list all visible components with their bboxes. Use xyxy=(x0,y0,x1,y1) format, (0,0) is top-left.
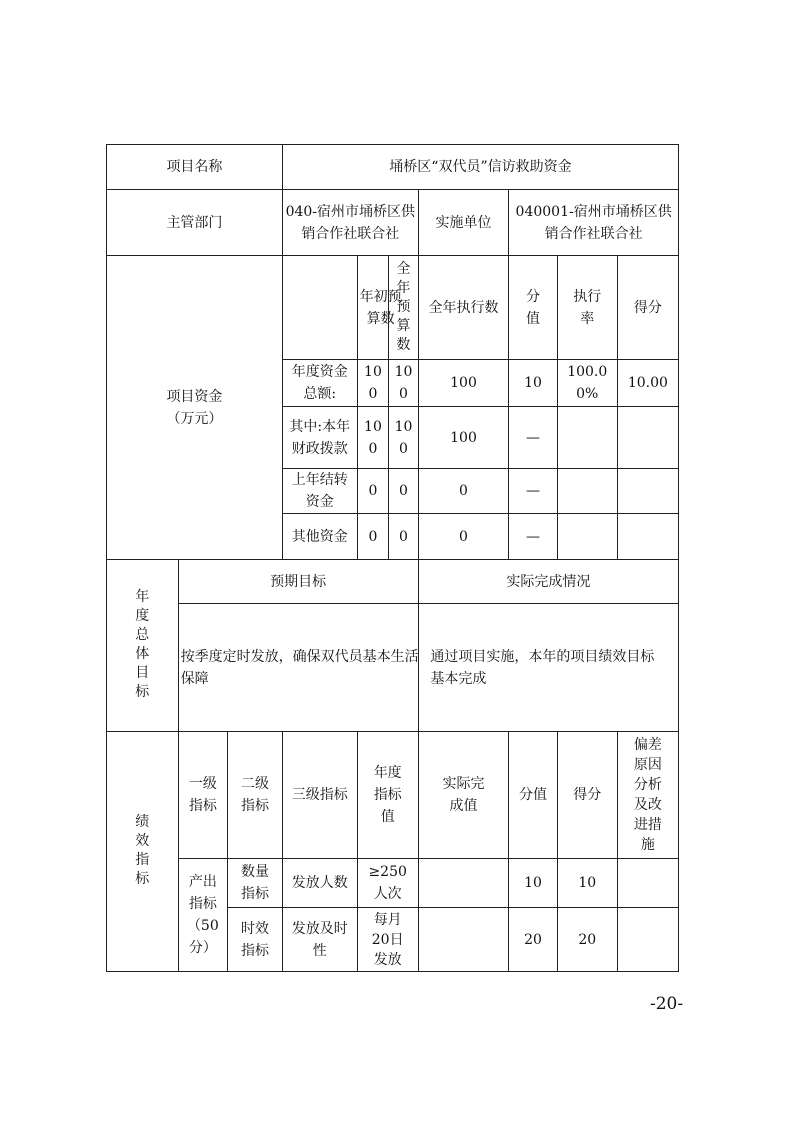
fund-row-full: 100 xyxy=(389,360,418,407)
perf-header-actual-value-text: 实际完成值 xyxy=(442,776,485,814)
annual-goal-label xyxy=(107,560,179,732)
fund-row-exec-rate xyxy=(557,407,617,469)
perf-row-level2 xyxy=(228,908,283,972)
perf-header-deviation xyxy=(617,732,678,859)
fund-row-score xyxy=(617,407,678,469)
annual-goal-label-text: 年度总体目标 xyxy=(135,589,150,700)
perf-row-score-value: 10 xyxy=(509,859,557,908)
perf-row-annual-value-text: 每月20日发放 xyxy=(371,911,404,968)
perf-header-level2 xyxy=(228,732,283,859)
actual-completion-text-content: 通过项目实施，本年的项目绩效目标基本完成 xyxy=(430,648,655,687)
perf-row-annual-value xyxy=(357,859,418,908)
expected-goal-text xyxy=(178,604,418,732)
fund-row-initial: 0 xyxy=(357,514,389,560)
impl-label: 实施单位 xyxy=(418,190,509,256)
fund-row-score-value: 10 xyxy=(509,360,557,407)
fund-row-executed: 0 xyxy=(418,514,509,560)
perf-row-level3: 发放及时性 xyxy=(282,908,357,972)
perf-header-level1-text: 一级指标 xyxy=(188,776,217,814)
fund-header-exec-rate xyxy=(557,256,617,360)
impl-value: 040001-宿州市埇桥区供销合作社联合社 xyxy=(509,190,679,256)
perf-header-score: 得分 xyxy=(557,732,617,859)
perf-header-score-value: 分值 xyxy=(509,732,557,859)
perf-label-text: 绩效指标 xyxy=(135,814,150,887)
perf-row-annual-value-text: ≥250人次 xyxy=(368,864,407,902)
fund-header-executed xyxy=(418,256,509,360)
project-name-label: 项目名称 xyxy=(107,145,283,190)
fund-header-initial xyxy=(357,256,402,360)
perf-row-deviation xyxy=(617,859,678,908)
fund-header-score: 得分 xyxy=(617,256,678,360)
perf-row-deviation xyxy=(617,908,678,972)
perf-level1 xyxy=(178,859,228,972)
fund-row-score xyxy=(617,469,678,514)
fund-header-score-value xyxy=(509,256,557,360)
fund-row-exec-rate xyxy=(557,469,617,514)
fund-row-executed: 100 xyxy=(418,407,509,469)
expected-goal-text-content: 按季度定时发放，确保双代员基本生活保障 xyxy=(180,648,419,687)
funds-label-text: 项目资金（万元） xyxy=(166,388,223,427)
perf-row-level2-text: 时效指标 xyxy=(241,920,269,959)
fund-row-initial: 0 xyxy=(357,469,389,514)
perf-header-annual-value-text: 年度指标值 xyxy=(373,765,402,825)
fund-row-label: 其他资金 xyxy=(282,514,357,560)
perf-row-score-value: 20 xyxy=(509,908,557,972)
fund-row-label: 年度资金总额: xyxy=(282,360,357,407)
perf-header-annual-value xyxy=(357,732,418,859)
fund-row-label: 上年结转资金 xyxy=(282,469,357,514)
fund-row-score: 10.00 xyxy=(617,360,678,407)
project-name-value: 埇桥区“双代员”信访救助资金 xyxy=(282,145,678,190)
perf-header-level2-text: 二级指标 xyxy=(241,776,269,814)
fund-row-exec-rate xyxy=(557,514,617,560)
fund-row-full: 100 xyxy=(389,407,418,469)
perf-row-score: 20 xyxy=(557,908,617,972)
perf-row-level2 xyxy=(228,859,283,908)
perf-row-level3: 发放人数 xyxy=(282,859,357,908)
perf-row-annual-value xyxy=(357,908,418,972)
perf-row-level2-text: 数量指标 xyxy=(241,864,269,902)
fund-row-exec-rate: 100.00% xyxy=(557,360,617,407)
dept-label: 主管部门 xyxy=(107,190,283,256)
fund-row-score-value: — xyxy=(509,469,557,514)
fund-row-executed: 100 xyxy=(418,360,509,407)
fund-row-score-value: — xyxy=(509,514,557,560)
actual-completion-text xyxy=(418,604,678,732)
fund-row-full: 0 xyxy=(389,514,418,560)
perf-row-score: 10 xyxy=(557,859,617,908)
fund-header-blank xyxy=(282,256,357,360)
perf-label xyxy=(107,732,179,972)
fund-header-score-value-text: 分值 xyxy=(526,288,541,327)
fund-row-score-value: — xyxy=(509,407,557,469)
fund-header-initial-text: 年初预算数 xyxy=(359,288,402,327)
fund-header-full-text: 全年预算数 xyxy=(396,260,411,353)
perf-header-level3: 三级指标 xyxy=(282,732,357,859)
fund-row-full: 0 xyxy=(389,469,418,514)
funds-label xyxy=(107,256,283,560)
fund-header-exec-rate-text: 执行率 xyxy=(573,288,602,327)
fund-row-score xyxy=(617,514,678,560)
fund-row-label: 其中:本年财政拨款 xyxy=(282,407,357,469)
fund-row-executed: 0 xyxy=(418,469,509,514)
fund-row-initial: 100 xyxy=(357,360,389,407)
perf-row-actual-value xyxy=(418,908,509,972)
perf-row-actual-value xyxy=(418,859,509,908)
fund-header-executed-text: 全年执行数 xyxy=(428,299,499,316)
page-number: -20- xyxy=(650,994,684,1014)
dept-value: 040-宿州市埇桥区供销合作社联合社 xyxy=(282,190,418,256)
fund-row-initial: 100 xyxy=(357,407,389,469)
perf-header-deviation-text: 偏差原因分析及改进措施 xyxy=(633,737,662,853)
perf-header-level1 xyxy=(178,732,228,859)
expected-goal-header: 预期目标 xyxy=(178,560,418,604)
actual-completion-header: 实际完成情况 xyxy=(418,560,678,604)
perf-header-actual-value xyxy=(418,732,509,859)
performance-table xyxy=(106,144,679,972)
perf-level1-text: 产出指标（50分） xyxy=(186,874,219,956)
